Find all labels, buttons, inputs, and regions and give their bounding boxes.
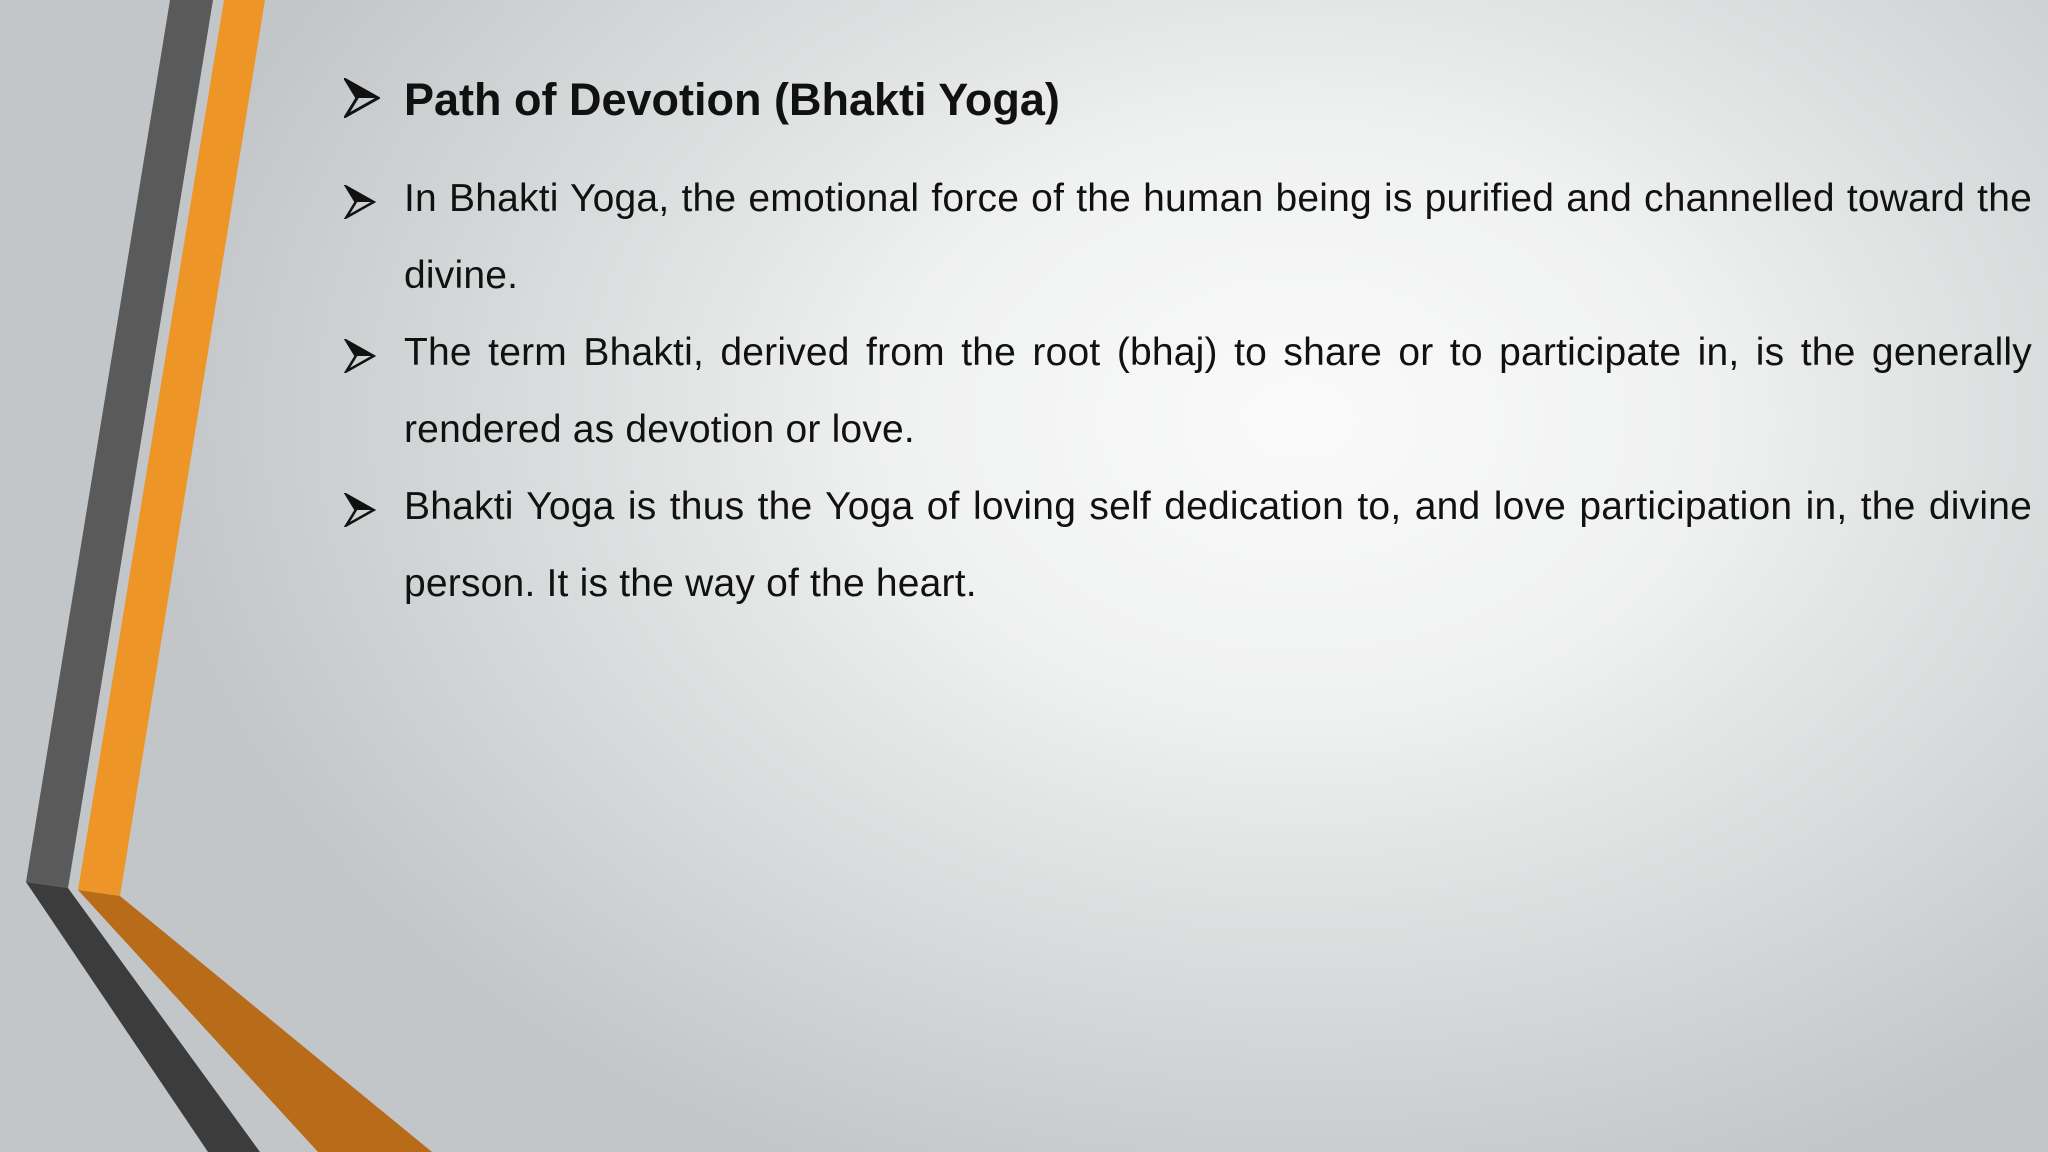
arrowhead-bullet-icon bbox=[344, 314, 404, 373]
bullet-text: In Bhakti Yoga, the emotional force of the human being is purified and channelled toward the divine. bbox=[404, 177, 2032, 297]
arrowhead-bullet-icon bbox=[344, 160, 404, 219]
bullet-item bbox=[344, 468, 2032, 622]
arrowhead-bullet-icon bbox=[344, 468, 404, 527]
slide-title: Path of Devotion (Bhakti Yoga) bbox=[404, 74, 1060, 125]
bullet-text: Bhakti Yoga is thus the Yoga of loving self dedication to, and love participation in, the divine person. It is the way of the heart. bbox=[404, 485, 2032, 605]
title-bullet-item bbox=[344, 62, 2032, 138]
arrowhead-bullet-icon bbox=[344, 62, 404, 118]
bullet-item bbox=[344, 314, 2032, 468]
bullet-item bbox=[344, 160, 2032, 314]
slide-content bbox=[344, 62, 2032, 622]
bullet-text: The term Bhakti, derived from the root (bhaj) to share or to participate in, is the generally rendered as devotion or love. bbox=[404, 331, 2032, 451]
